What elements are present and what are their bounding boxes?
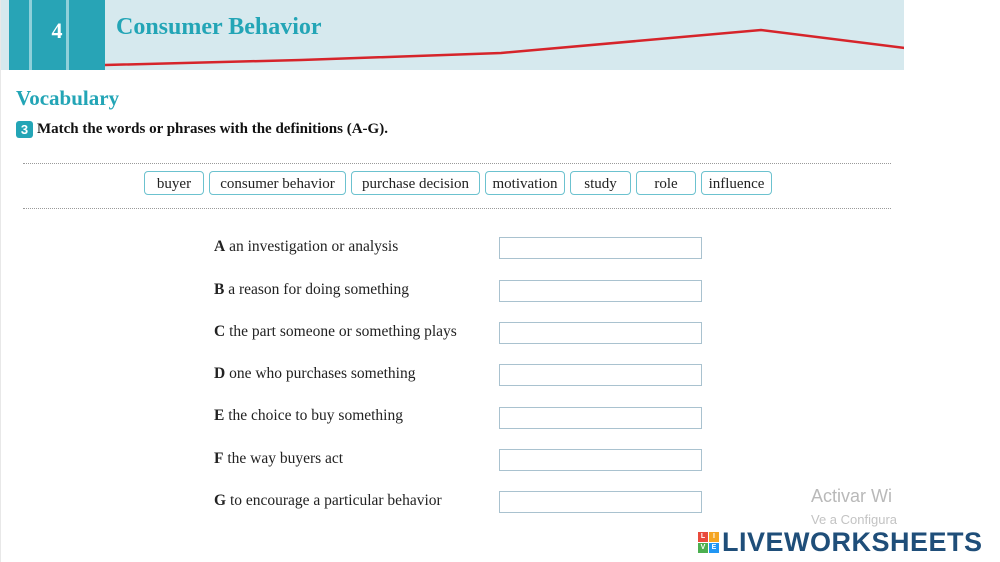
definition-c: C the part someone or something plays xyxy=(214,323,457,340)
answer-field-b[interactable] xyxy=(499,280,702,302)
word-chip-influence[interactable]: influence xyxy=(701,171,772,195)
word-chip-purchase-decision[interactable]: purchase decision xyxy=(351,171,480,195)
definition-e: E the choice to buy something xyxy=(214,407,403,424)
logo-grid-cell: V xyxy=(698,543,708,553)
divider-top xyxy=(23,163,891,164)
definition-d: D one who purchases something xyxy=(214,365,416,382)
definition-g: G to encourage a particular behavior xyxy=(214,492,442,509)
answer-field-c[interactable] xyxy=(499,322,702,344)
section-title: Vocabulary xyxy=(16,86,120,110)
word-chip-study[interactable]: study xyxy=(570,171,631,195)
logo-grid-cell: L xyxy=(698,532,708,542)
word-chip-motivation[interactable]: motivation xyxy=(485,171,565,195)
right-gutter xyxy=(904,0,1000,562)
exercise-number-badge: 3 xyxy=(16,121,33,138)
windows-activation-watermark: Activar Wi xyxy=(811,486,892,506)
divider-bottom xyxy=(23,208,891,209)
liveworksheets-logo xyxy=(698,527,983,557)
logo-text: LIVEWORKSHEETS xyxy=(722,526,983,557)
answer-field-d[interactable] xyxy=(499,364,702,386)
word-chip-buyer[interactable]: buyer xyxy=(144,171,204,195)
answer-field-g[interactable] xyxy=(499,491,702,513)
instruction xyxy=(16,121,388,138)
instruction-text: Match the words or phrases with the definitions (A-G). xyxy=(37,121,388,137)
word-chip-consumer-behavior[interactable]: consumer behavior xyxy=(209,171,346,195)
logo-grid-icon xyxy=(698,532,719,553)
answer-field-e[interactable] xyxy=(499,407,702,429)
logo-grid-cell: I xyxy=(709,532,719,542)
logo-grid-cell: E xyxy=(709,543,719,553)
unit-title: Consumer Behavior xyxy=(116,14,322,40)
word-bank xyxy=(1,171,905,197)
definition-f: F the way buyers act xyxy=(214,450,344,467)
unit-number: 4 xyxy=(51,18,63,43)
windows-activation-subtext: Ve a Configura xyxy=(811,512,898,527)
definition-b: B a reason for doing something xyxy=(214,281,410,298)
unit-header xyxy=(1,0,905,70)
definition-a: A an investigation or analysis xyxy=(214,238,399,255)
answer-field-a[interactable] xyxy=(499,237,702,259)
word-chip-role[interactable]: role xyxy=(636,171,696,195)
answer-field-f[interactable] xyxy=(499,449,702,471)
